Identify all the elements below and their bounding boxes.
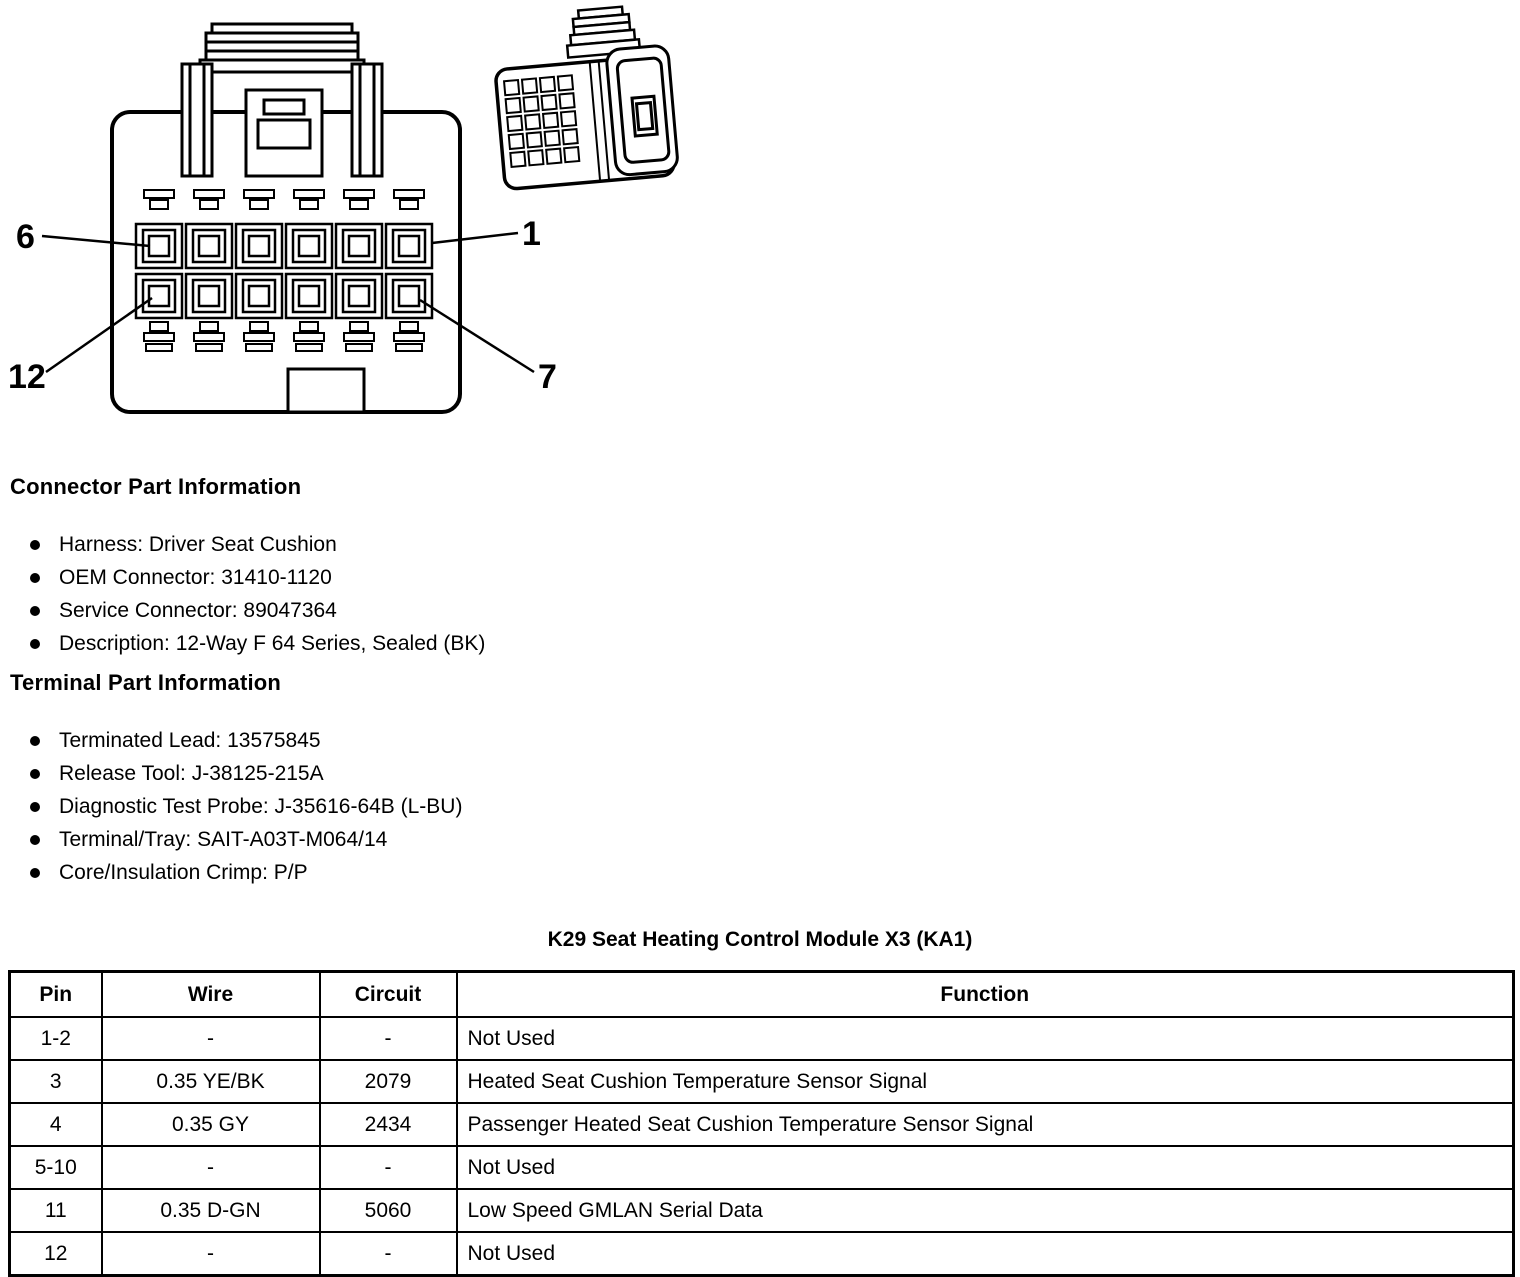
list-item	[30, 757, 462, 790]
cell-pin: 12	[10, 1232, 102, 1276]
bullet-icon	[30, 540, 40, 550]
cell-function: Passenger Heated Seat Cushion Temperature Sensor Signal	[457, 1103, 1514, 1146]
cell-circuit: 2434	[320, 1103, 457, 1146]
cell-wire: -	[102, 1232, 320, 1276]
table-title: K29 Seat Heating Control Module X3 (KA1)	[547, 928, 973, 951]
list-item	[30, 823, 462, 856]
col-header-function: Function	[457, 972, 1514, 1018]
table-row	[10, 1146, 1514, 1189]
col-header-pin: Pin	[10, 972, 102, 1018]
list-item-text: Terminated Lead: 13575845	[59, 728, 321, 752]
cell-circuit: 5060	[320, 1189, 457, 1232]
bullet-icon	[30, 639, 40, 649]
pin-callout-1: 1	[522, 215, 541, 253]
cell-wire: -	[102, 1017, 320, 1060]
pin-callout-6: 6	[16, 218, 35, 256]
connector-3d-view	[490, 3, 678, 190]
index-notch	[288, 369, 364, 412]
cell-circuit: 2079	[320, 1060, 457, 1103]
table-row	[10, 1060, 1514, 1103]
list-item-text: Core/Insulation Crimp: P/P	[59, 860, 308, 884]
cell-circuit: -	[320, 1146, 457, 1189]
central-latch	[246, 90, 322, 176]
list-item-text: Harness: Driver Seat Cushion	[59, 532, 337, 556]
list-item-text: OEM Connector: 31410-1120	[59, 565, 332, 589]
table-row	[10, 1017, 1514, 1060]
list-item	[30, 594, 485, 627]
connector-diagram-svg	[0, 0, 690, 445]
cell-wire: 0.35 GY	[102, 1103, 320, 1146]
list-item-text: Release Tool: J-38125-215A	[59, 761, 324, 785]
bullet-icon	[30, 868, 40, 878]
terminal-info-list	[30, 724, 462, 889]
bullet-icon	[30, 736, 40, 746]
cell-function: Low Speed GMLAN Serial Data	[457, 1189, 1514, 1232]
list-item-text: Diagnostic Test Probe: J-35616-64B (L-BU)	[59, 794, 463, 818]
cell-circuit: -	[320, 1017, 457, 1060]
bullet-icon	[30, 573, 40, 583]
list-item	[30, 856, 462, 889]
bullet-icon	[30, 835, 40, 845]
list-item	[30, 528, 485, 561]
pinout-table	[8, 970, 1515, 1277]
bullet-icon	[30, 606, 40, 616]
list-item	[30, 627, 485, 660]
list-item	[30, 724, 462, 757]
bullet-icon	[30, 769, 40, 779]
connector-front-view	[112, 24, 460, 412]
list-item	[30, 790, 462, 823]
table-header-row	[10, 972, 1514, 1018]
list-item-text: Terminal/Tray: SAIT-A03T-M064/14	[59, 827, 388, 851]
pin-callout-12: 12	[8, 358, 46, 396]
cell-wire: -	[102, 1146, 320, 1189]
cell-function: Heated Seat Cushion Temperature Sensor Signal	[457, 1060, 1514, 1103]
connector-diagram	[0, 0, 690, 445]
cell-function: Not Used	[457, 1232, 1514, 1276]
col-header-wire: Wire	[102, 972, 320, 1018]
ribbed-top	[200, 24, 364, 72]
cell-pin: 4	[10, 1103, 102, 1146]
connector-part-info-heading: Connector Part Information	[10, 474, 302, 499]
col-header-circuit: Circuit	[320, 972, 457, 1018]
pin-callout-7: 7	[538, 358, 557, 396]
cell-wire: 0.35 YE/BK	[102, 1060, 320, 1103]
table-row	[10, 1189, 1514, 1232]
list-item-text: Service Connector: 89047364	[59, 598, 337, 622]
cell-wire: 0.35 D-GN	[102, 1189, 320, 1232]
table-row	[10, 1103, 1514, 1146]
list-item	[30, 561, 485, 594]
shroud-3d	[606, 45, 679, 176]
cell-pin: 5-10	[10, 1146, 102, 1189]
bullet-icon	[30, 802, 40, 812]
cell-pin: 11	[10, 1189, 102, 1232]
connector-info-list	[30, 528, 485, 660]
terminal-part-info-heading: Terminal Part Information	[10, 670, 282, 695]
cell-circuit: -	[320, 1232, 457, 1276]
cell-function: Not Used	[457, 1146, 1514, 1189]
table-row	[10, 1232, 1514, 1276]
cell-function: Not Used	[457, 1017, 1514, 1060]
cell-pin: 3	[10, 1060, 102, 1103]
cell-pin: 1-2	[10, 1017, 102, 1060]
list-item-text: Description: 12-Way F 64 Series, Sealed (BK)	[59, 631, 486, 655]
